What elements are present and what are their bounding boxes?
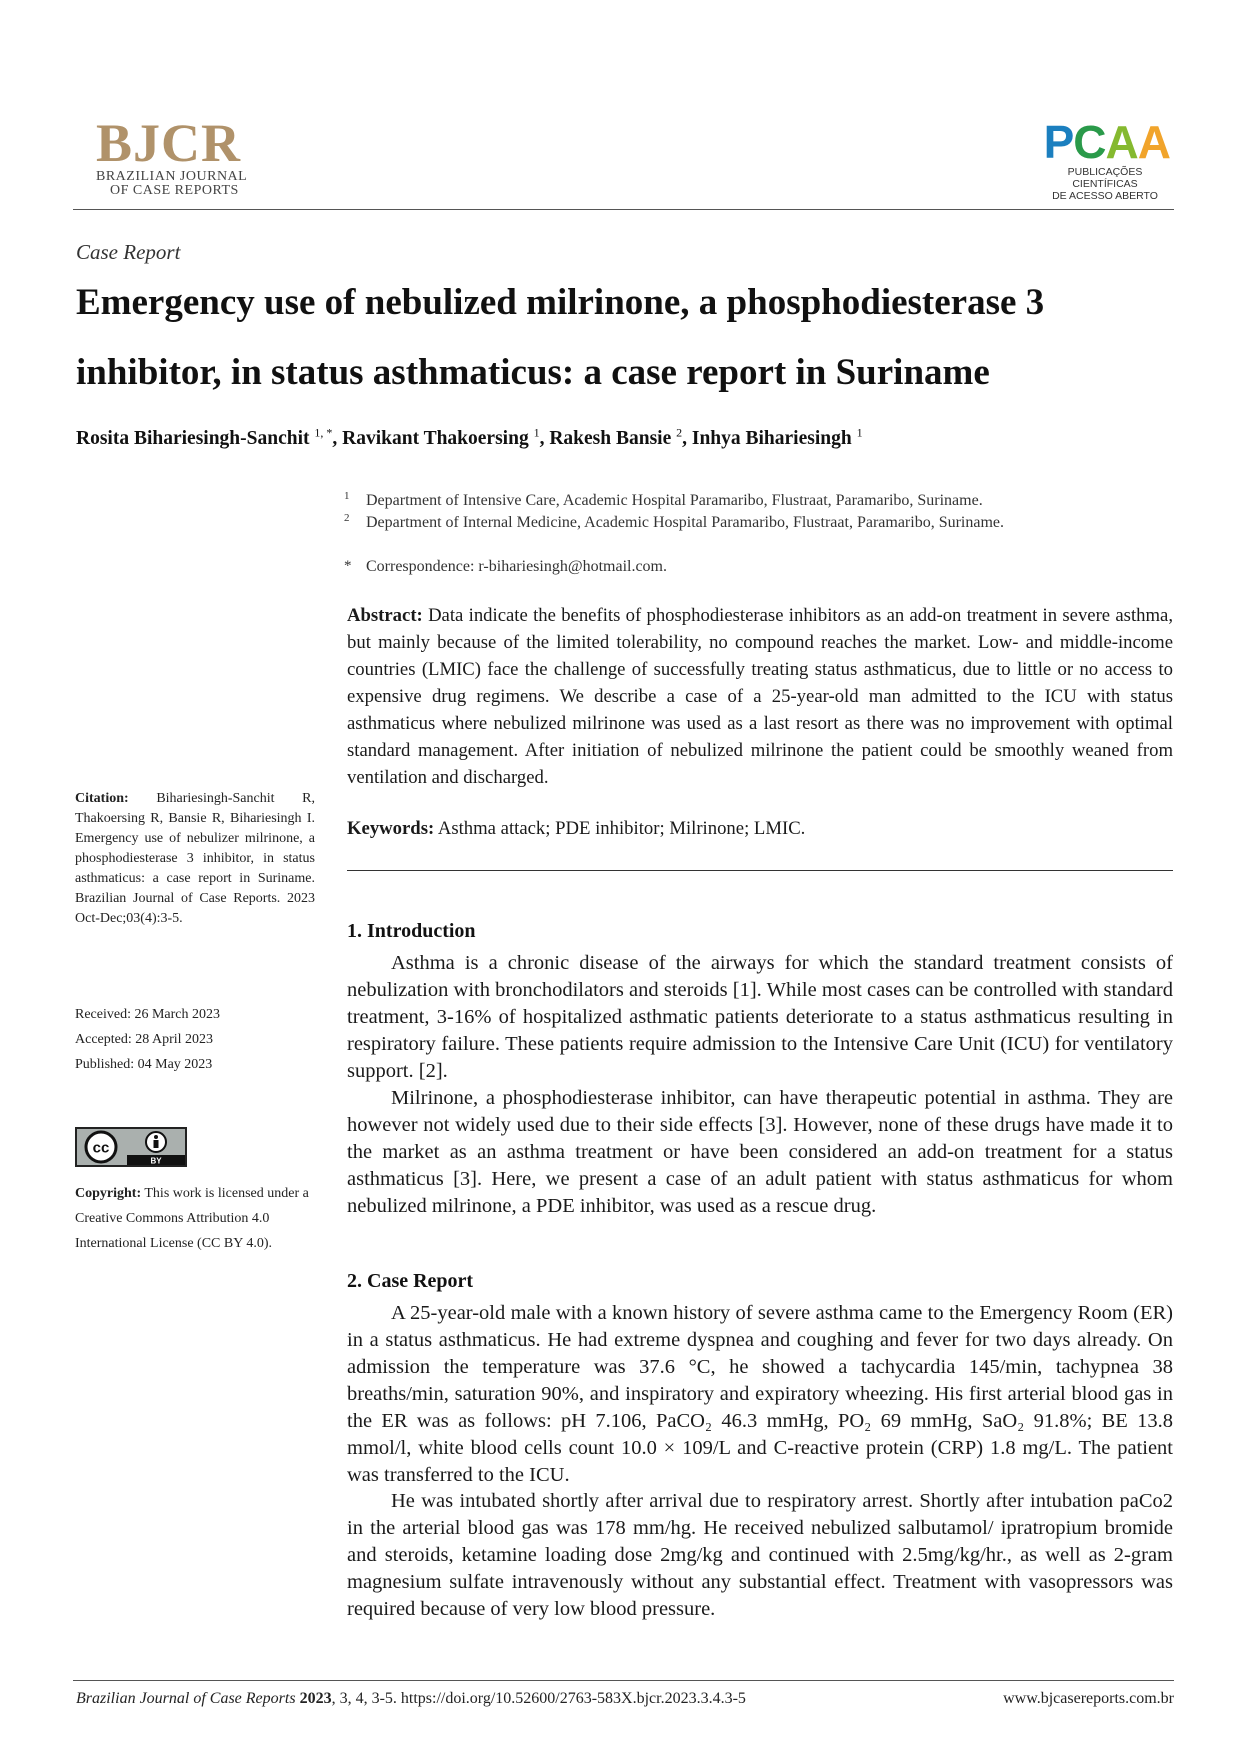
keywords: Keywords: Asthma attack; PDE inhibitor; Milrinone; LMIC. (347, 818, 806, 839)
section-heading-case-report: 2. Case Report (347, 1270, 474, 1292)
citation: Citation: Bihariesingh-Sanchit R, Thakoersing R, Bansie R, Bihariesingh I. Emergency use of nebulizer milrinone, a phosphodiesterase 3 inhibitor, in status asthmaticus: a case report in Suriname. Brazilian Journal of Case Reports. 2023 Oct-Dec;03(4):3-5. (75, 791, 315, 926)
publication-dates (75, 1002, 315, 1077)
author: Rakesh Bansie $^2$, (549, 425, 692, 449)
article-title: Emergency use of nebulized milrinone, a phosphodiesterase 3 inhibitor, in status asthmaticus: a case report in Suriname (76, 282, 1045, 393)
article-type: Case Report (76, 240, 181, 264)
published-date: Published: 04 May 2023 (75, 1057, 213, 1072)
section-heading-introduction: 1. Introduction (347, 920, 476, 942)
journal-logo: BJCR BRAZILIAN JOURNAL OF CASE REPORTS (96, 113, 248, 198)
cc-badge-graphic (77, 1129, 185, 1165)
abstract: Abstract: Data indicate the benefits of phosphodiesterase inhibitors as an add-on treatment in severe asthma, but mainly because of the limited tolerability, no compound reaches the market. Low- and middle-income countries (LMIC) face the challenge of successfully treating status asthmaticus, due to little or no access to expensive drug regimens. We describe a case of a 25-year-old man admitted to the ICU with status asthmaticus where nebulized milrinone was used as a last resort as there was no improvement with optimal standard management. After initiation of nebulized milrinone the patient could be smoothly weaned from ventilation and discharged. (347, 605, 1173, 788)
author: Inhya Bihariesingh $^1$ (691, 425, 863, 449)
received-date: Received: 26 March 2023 (75, 1007, 221, 1022)
copyright-notice: Copyright: This work is licensed under a Creative Commons Attribution 4.0 International License (CC BY 4.0). (75, 1186, 309, 1251)
footer-website: www.bjcasereports.com.br (1003, 1690, 1174, 1707)
body-paragraph: Milrinone, a phosphodiesterase inhibitor, can have therapeutic potential in asthma. They are however not widely used due to their side effects [3]. However, none of these drugs have made it to the market as an asthma treatment or have been considered an add-on treatment for a status asthmaticus [3]. Here, we present a case of an adult patient with status asthmaticus for whom nebulized milrinone, a PDE inhibitor, was used as a rescue drug. (347, 1087, 1173, 1217)
body-paragraph: Asthma is a chronic disease of the airways for which the standard treatment consists of nebulization with bronchodilators and steroids [1]. While most cases can be controlled with standard treatment, 3-16% of hospitalized asthmatic patients deteriorate to a status asthmaticus resulting in respiratory failure. These patients require admission to the Intensive Care Unit (ICU) for ventilatory support. [2]. (347, 952, 1173, 1082)
accepted-date: Accepted: 28 April 2023 (75, 1032, 214, 1047)
author-list (76, 425, 863, 450)
svg-text:cc: cc (92, 1139, 110, 1157)
publisher-logo: PCAA PUBLICAÇÕES CIENTÍFICAS DE ACESSO ABERTO (1043, 116, 1170, 202)
body-paragraph: A 25-year-old male with a known history of severe asthma came to the Emergency Room (ER) in a status asthmaticus. He had extreme dyspnea and coughing and fever for two days already. On admission the temperature was 37.6 °C, he showed a tachycardia 145/min, tachypnea 38 breaths/min, saturation 90%, and inspiratory and expiratory wheezing. His first arterial blood gas in the ER was as follows: pH 7.106, PaCO₂ 46.3 mmHg, PO₂ 69 mmHg, SaO₂ 91.8%; BE 13.8 mmol/l, white blood cells count 10.0 × 109/L and C-reactive protein (CRP) 1.8 mg/L. The patient was transferred to the ICU. (347, 1302, 1173, 1486)
svg-text:BY: BY (150, 1156, 162, 1165)
footer-rule (73, 1680, 1174, 1681)
abstract-rule (347, 870, 1173, 871)
cc-by-license-icon (75, 1127, 187, 1167)
header-rule (73, 209, 1174, 210)
footer-citation: Brazilian Journal of Case Reports 2023, 3, 4, 3-5. https://doi.org/10.52600/2763-583X.bjcr.2023.3.4.3-5 (76, 1690, 746, 1707)
author: Rosita Bihariesingh-Sanchit $^{1, *}$, (76, 425, 343, 449)
author: Ravikant Thakoersing $^1$, (342, 425, 550, 449)
body-paragraph: He was intubated shortly after arrival due to respiratory arrest. Shortly after intubation paCo2 in the arterial blood gas was 178 mm/hg. He received nebulized salbutamol/ ipratropium bromide and steroids, ketamine loading dose 2mg/kg and continued with 2.5mg/kg/hr., as well as 2-gram magnesium sulfate intravenously without any substantial effect. Treatment with vasopressors was required because of very low blood pressure. (347, 1490, 1173, 1620)
